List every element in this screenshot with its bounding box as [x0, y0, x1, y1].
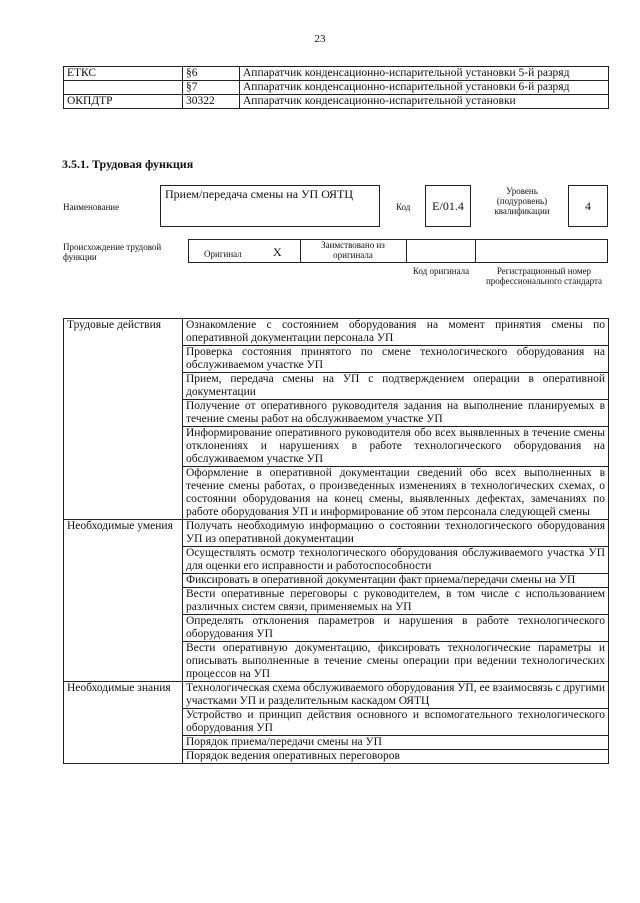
page-number: 23 — [314, 33, 326, 45]
codes-code-cell: ОКПДТР — [64, 95, 183, 109]
codes-code-cell — [64, 81, 183, 95]
function-details-table — [63, 318, 609, 764]
level-label: Уровень (подуровень) квалификации — [494, 186, 550, 216]
original-label: Оригинал — [204, 249, 242, 259]
codes-name-cell: Аппаратчик конденсационно-испарительной установки 5-й разряд — [240, 67, 609, 81]
level-value: 4 — [568, 185, 608, 227]
details-item: Вести оперативные переговоры с руководителем, в том числе с использованием различных систем связи, применяемых на УП — [183, 588, 609, 615]
details-item: Вести оперативную документацию, фиксировать технологические параметры и описывать выполненные в течение смены операции при ведении технологических процессов на УП — [183, 642, 609, 682]
details-item: Информирование оперативного руководителя обо всех выявленных в течение смены отклонениях и нарушениях в работе технологического оборудования на обслуживаемом участке УП — [183, 427, 609, 467]
reg-caption: Регистрационный номер профессионального стандарта — [485, 266, 603, 286]
details-item: Фиксировать в оперативной документации факт приема/передачи смены на УП — [183, 574, 609, 588]
details-row — [64, 682, 609, 709]
section-title: 3.5.1. Трудовая функция — [62, 157, 194, 171]
details-item: Оформление в оперативной документации сведений обо всех выполненных в течение смены работах, о произведенных изменениях в технологических схемах, о состоянии оборудования на конец смены, выявленных дефектах, замечаниях по работе оборудования УП и информирование об этом персонала следующей смены — [183, 467, 609, 520]
details-item: Порядок ведения оперативных переговоров — [183, 750, 609, 764]
codes-ref-cell: §7 — [183, 81, 240, 95]
details-item: Порядок приема/передачи смены на УП — [183, 736, 609, 750]
details-row — [64, 520, 609, 547]
code-caption: Код оригинала — [412, 266, 470, 276]
details-item: Получение от оперативного руководителя задания на выполнение планируемых в течение смены работ на обслуживаемом участке УП — [183, 400, 609, 427]
details-item: Определять отклонения параметров и нарушения в работе технологического оборудования УП — [183, 615, 609, 642]
divider — [300, 239, 301, 263]
codes-table-row — [64, 67, 609, 81]
divider — [475, 239, 476, 263]
name-label: Наименование — [63, 202, 120, 212]
original-mark: X — [273, 245, 282, 259]
codes-table-row — [64, 81, 609, 95]
codes-table-row — [64, 95, 609, 109]
name-value: Прием/передача смены на УП ОЯТЦ — [160, 185, 380, 227]
codes-ref-cell: 30322 — [183, 95, 240, 109]
details-item: Осуществлять осмотр технологического оборудования обслуживаемого участка УП для оценки его исправности и работоспособности — [183, 547, 609, 574]
origin-label: Происхождение трудовой функции — [63, 242, 162, 262]
codes-table — [63, 66, 609, 109]
details-section-heading: Трудовые действия — [64, 319, 183, 520]
codes-name-cell: Аппаратчик конденсационно-испарительной установки — [240, 95, 609, 109]
details-item: Получать необходимую информацию о состоянии технологического оборудования УП из оперативной документации — [183, 520, 609, 547]
borrowed-label: Заимствовано из оригинала — [321, 240, 385, 260]
divider — [406, 239, 407, 263]
codes-ref-cell: §6 — [183, 67, 240, 81]
codes-name-cell: Аппаратчик конденсационно-испарительной установки 6-й разряд — [240, 81, 609, 95]
details-row — [64, 319, 609, 346]
details-section-heading: Необходимые умения — [64, 520, 183, 682]
details-item: Ознакомление с состоянием оборудования на момент принятия смены по оперативной документации персонала УП — [183, 319, 609, 346]
codes-code-cell: ЕТКС — [64, 67, 183, 81]
details-item: Устройство и принцип действия основного и вспомогательного технологического оборудования УП — [183, 709, 609, 736]
code-label: Код — [396, 202, 411, 212]
details-section-heading: Необходимые знания — [64, 682, 183, 764]
details-item: Прием, передача смены на УП с подтверждением операции в оперативной документации — [183, 373, 609, 400]
details-item: Технологическая схема обслуживаемого оборудования УП, ее взаимосвязь с другими участками УП и разделительным каскадом ОЯТЦ — [183, 682, 609, 709]
details-item: Проверка состояния принятого по смене технологического оборудования на обслуживаемом участке УП — [183, 346, 609, 373]
code-value: E/01.4 — [425, 185, 471, 227]
